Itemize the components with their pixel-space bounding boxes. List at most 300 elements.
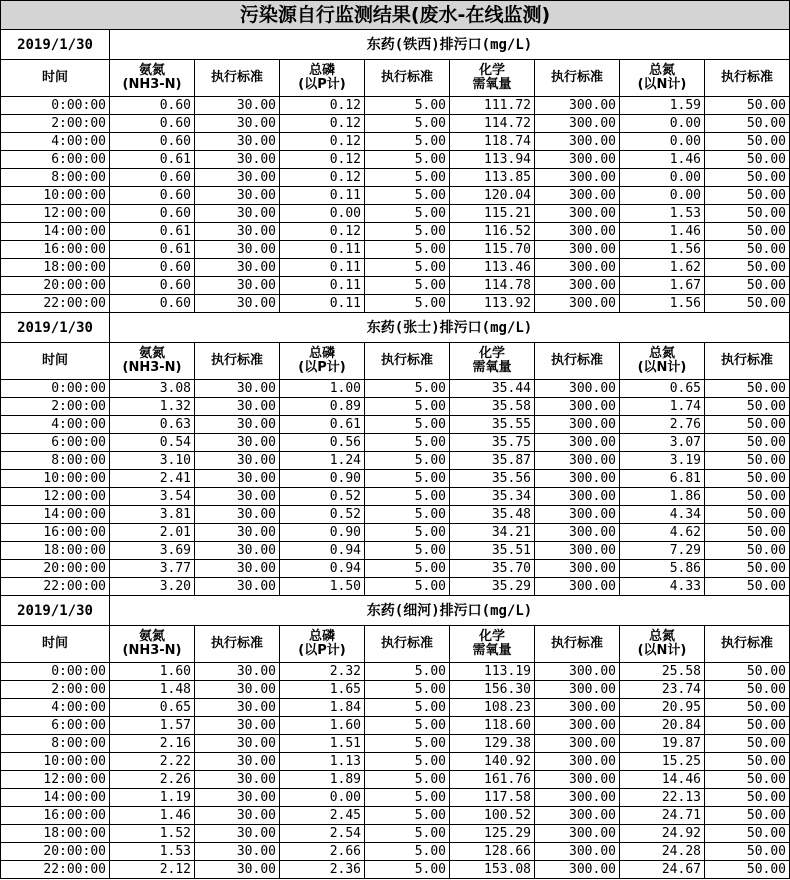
value-cell: 30.00 [195, 524, 280, 542]
value-cell: 30.00 [195, 434, 280, 452]
value-cell: 30.00 [195, 416, 280, 434]
value-cell: 0.61 [110, 241, 195, 259]
value-cell: 0.11 [280, 187, 365, 205]
value-cell: 300.00 [535, 506, 620, 524]
column-header-line: 总氮 [648, 63, 675, 78]
value-cell: 1.84 [280, 699, 365, 717]
value-cell: 3.77 [110, 560, 195, 578]
column-header [280, 343, 365, 380]
value-cell: 35.51 [450, 542, 535, 560]
table-row [1, 277, 790, 295]
value-cell: 0.61 [110, 223, 195, 241]
column-header-line: 氨氮 [138, 63, 165, 78]
value-cell: 50.00 [705, 470, 790, 488]
page-title: 污染源自行监测结果(废水-在线监测) [1, 1, 790, 30]
table-row [1, 560, 790, 578]
time-cell: 14:00:00 [1, 506, 110, 524]
value-cell: 114.72 [450, 115, 535, 133]
time-cell: 6:00:00 [1, 434, 110, 452]
time-cell: 18:00:00 [1, 259, 110, 277]
value-cell: 0.52 [280, 506, 365, 524]
value-cell: 50.00 [705, 97, 790, 115]
value-cell: 300.00 [535, 735, 620, 753]
value-cell: 5.00 [365, 771, 450, 789]
value-cell: 30.00 [195, 452, 280, 470]
column-header-line: 执行标准 [380, 353, 433, 368]
value-cell: 115.70 [450, 241, 535, 259]
column-header-line: 执行标准 [380, 70, 433, 85]
table-row [1, 115, 790, 133]
value-cell: 50.00 [705, 542, 790, 560]
value-cell: 30.00 [195, 735, 280, 753]
value-cell: 0.89 [280, 398, 365, 416]
value-cell: 30.00 [195, 380, 280, 398]
column-header-row [1, 60, 790, 97]
table-row [1, 151, 790, 169]
value-cell: 1.46 [620, 151, 705, 169]
value-cell: 1.13 [280, 753, 365, 771]
value-cell: 300.00 [535, 97, 620, 115]
value-cell: 0.00 [620, 115, 705, 133]
time-cell: 14:00:00 [1, 223, 110, 241]
column-header [535, 343, 620, 380]
value-cell: 50.00 [705, 205, 790, 223]
time-cell: 10:00:00 [1, 187, 110, 205]
value-cell: 30.00 [195, 398, 280, 416]
value-cell: 300.00 [535, 115, 620, 133]
value-cell: 0.00 [620, 187, 705, 205]
value-cell: 30.00 [195, 717, 280, 735]
value-cell: 161.76 [450, 771, 535, 789]
column-header [280, 626, 365, 663]
value-cell: 30.00 [195, 861, 280, 879]
value-cell: 30.00 [195, 789, 280, 807]
table-row [1, 663, 790, 681]
value-cell: 2.45 [280, 807, 365, 825]
value-cell: 113.94 [450, 151, 535, 169]
value-cell: 0.00 [620, 169, 705, 187]
value-cell: 153.08 [450, 861, 535, 879]
value-cell: 2.66 [280, 843, 365, 861]
table-row [1, 169, 790, 187]
value-cell: 30.00 [195, 277, 280, 295]
value-cell: 1.46 [110, 807, 195, 825]
column-header-row [1, 343, 790, 380]
time-cell: 10:00:00 [1, 470, 110, 488]
column-header-line: 时间 [41, 353, 68, 368]
value-cell: 0.60 [110, 97, 195, 115]
value-cell: 5.00 [365, 277, 450, 295]
value-cell: 50.00 [705, 151, 790, 169]
value-cell: 300.00 [535, 398, 620, 416]
time-cell: 2:00:00 [1, 398, 110, 416]
table-row [1, 187, 790, 205]
value-cell: 1.19 [110, 789, 195, 807]
value-cell: 50.00 [705, 488, 790, 506]
column-header [450, 343, 535, 380]
value-cell: 30.00 [195, 151, 280, 169]
value-cell: 50.00 [705, 452, 790, 470]
value-cell: 3.07 [620, 434, 705, 452]
value-cell: 24.67 [620, 861, 705, 879]
value-cell: 50.00 [705, 771, 790, 789]
table-row [1, 735, 790, 753]
value-cell: 30.00 [195, 115, 280, 133]
value-cell: 1.53 [620, 205, 705, 223]
time-cell: 4:00:00 [1, 699, 110, 717]
value-cell: 3.10 [110, 452, 195, 470]
value-cell: 25.58 [620, 663, 705, 681]
column-header [450, 626, 535, 663]
column-header-line: 总氮 [648, 346, 675, 361]
value-cell: 0.60 [110, 205, 195, 223]
value-cell: 30.00 [195, 205, 280, 223]
value-cell: 0.60 [110, 277, 195, 295]
value-cell: 50.00 [705, 699, 790, 717]
column-header-line: 总磷 [308, 346, 335, 361]
value-cell: 300.00 [535, 488, 620, 506]
value-cell: 5.00 [365, 97, 450, 115]
table-row [1, 717, 790, 735]
time-cell: 6:00:00 [1, 151, 110, 169]
time-cell: 18:00:00 [1, 542, 110, 560]
column-header-line: 总磷 [308, 63, 335, 78]
time-cell: 12:00:00 [1, 771, 110, 789]
column-header-line: (以P计) [298, 77, 346, 92]
table-row [1, 434, 790, 452]
time-cell: 0:00:00 [1, 380, 110, 398]
value-cell: 5.00 [365, 452, 450, 470]
value-cell: 0.63 [110, 416, 195, 434]
value-cell: 50.00 [705, 241, 790, 259]
table-row [1, 380, 790, 398]
value-cell: 5.00 [365, 151, 450, 169]
value-cell: 50.00 [705, 735, 790, 753]
value-cell: 50.00 [705, 789, 790, 807]
value-cell: 117.58 [450, 789, 535, 807]
value-cell: 15.25 [620, 753, 705, 771]
value-cell: 2.12 [110, 861, 195, 879]
value-cell: 300.00 [535, 205, 620, 223]
value-cell: 300.00 [535, 663, 620, 681]
table-row [1, 542, 790, 560]
time-cell: 18:00:00 [1, 825, 110, 843]
table-row [1, 861, 790, 879]
column-header-line: 需氧量 [472, 77, 512, 92]
value-cell: 300.00 [535, 223, 620, 241]
value-cell: 300.00 [535, 151, 620, 169]
value-cell: 1.62 [620, 259, 705, 277]
column-header [365, 60, 450, 97]
column-header [620, 60, 705, 97]
table-row [1, 771, 790, 789]
section-date: 2019/1/30 [1, 313, 110, 343]
value-cell: 113.92 [450, 295, 535, 313]
value-cell: 50.00 [705, 277, 790, 295]
value-cell: 0.00 [280, 205, 365, 223]
value-cell: 115.21 [450, 205, 535, 223]
value-cell: 300.00 [535, 861, 620, 879]
table-row [1, 223, 790, 241]
value-cell: 0.11 [280, 241, 365, 259]
value-cell: 30.00 [195, 681, 280, 699]
value-cell: 30.00 [195, 699, 280, 717]
value-cell: 5.00 [365, 115, 450, 133]
value-cell: 30.00 [195, 259, 280, 277]
column-header-line: 化学 [478, 629, 505, 644]
value-cell: 113.19 [450, 663, 535, 681]
value-cell: 24.92 [620, 825, 705, 843]
value-cell: 35.44 [450, 380, 535, 398]
value-cell: 30.00 [195, 560, 280, 578]
value-cell: 300.00 [535, 295, 620, 313]
column-header-line: (以N计) [637, 360, 687, 375]
time-cell: 22:00:00 [1, 861, 110, 879]
value-cell: 50.00 [705, 807, 790, 825]
time-cell: 4:00:00 [1, 133, 110, 151]
value-cell: 50.00 [705, 133, 790, 151]
value-cell: 0.12 [280, 133, 365, 151]
value-cell: 14.46 [620, 771, 705, 789]
value-cell: 50.00 [705, 380, 790, 398]
value-cell: 30.00 [195, 506, 280, 524]
value-cell: 5.00 [365, 506, 450, 524]
value-cell: 35.70 [450, 560, 535, 578]
value-cell: 2.26 [110, 771, 195, 789]
value-cell: 300.00 [535, 277, 620, 295]
column-header [535, 626, 620, 663]
value-cell: 0.11 [280, 259, 365, 277]
value-cell: 118.60 [450, 717, 535, 735]
value-cell: 30.00 [195, 542, 280, 560]
column-header-line: 执行标准 [550, 353, 603, 368]
value-cell: 0.12 [280, 97, 365, 115]
value-cell: 100.52 [450, 807, 535, 825]
column-header [195, 626, 280, 663]
column-header-line: 时间 [41, 636, 68, 651]
column-header-line: 化学 [478, 346, 505, 361]
value-cell: 5.00 [365, 169, 450, 187]
column-header-line: 执行标准 [210, 353, 263, 368]
value-cell: 300.00 [535, 241, 620, 259]
value-cell: 0.60 [110, 169, 195, 187]
value-cell: 5.00 [365, 205, 450, 223]
value-cell: 5.00 [365, 133, 450, 151]
value-cell: 0.90 [280, 470, 365, 488]
column-header [705, 626, 790, 663]
value-cell: 0.94 [280, 542, 365, 560]
value-cell: 1.86 [620, 488, 705, 506]
table-row [1, 578, 790, 596]
value-cell: 19.87 [620, 735, 705, 753]
value-cell: 30.00 [195, 187, 280, 205]
value-cell: 1.48 [110, 681, 195, 699]
value-cell: 50.00 [705, 416, 790, 434]
column-header [280, 60, 365, 97]
table-row [1, 789, 790, 807]
value-cell: 30.00 [195, 825, 280, 843]
time-cell: 2:00:00 [1, 681, 110, 699]
column-header-line: 执行标准 [721, 353, 774, 368]
value-cell: 5.00 [365, 488, 450, 506]
value-cell: 50.00 [705, 825, 790, 843]
value-cell: 5.00 [365, 735, 450, 753]
value-cell: 50.00 [705, 861, 790, 879]
column-header-line: (NH3-N) [122, 360, 182, 375]
column-header-line: 时间 [41, 70, 68, 85]
value-cell: 300.00 [535, 699, 620, 717]
value-cell: 35.55 [450, 416, 535, 434]
value-cell: 23.74 [620, 681, 705, 699]
value-cell: 5.00 [365, 434, 450, 452]
value-cell: 300.00 [535, 380, 620, 398]
column-header [705, 343, 790, 380]
value-cell: 300.00 [535, 452, 620, 470]
table-row [1, 452, 790, 470]
value-cell: 118.74 [450, 133, 535, 151]
value-cell: 5.00 [365, 187, 450, 205]
value-cell: 50.00 [705, 717, 790, 735]
value-cell: 50.00 [705, 434, 790, 452]
column-header-line: 氨氮 [138, 629, 165, 644]
table-row [1, 97, 790, 115]
column-header-line: (以P计) [298, 360, 346, 375]
value-cell: 0.61 [280, 416, 365, 434]
value-cell: 125.29 [450, 825, 535, 843]
time-cell: 6:00:00 [1, 717, 110, 735]
column-header-line: 需氧量 [472, 360, 512, 375]
value-cell: 1.00 [280, 380, 365, 398]
value-cell: 50.00 [705, 187, 790, 205]
section-date: 2019/1/30 [1, 30, 110, 60]
value-cell: 3.20 [110, 578, 195, 596]
value-cell: 1.50 [280, 578, 365, 596]
value-cell: 113.85 [450, 169, 535, 187]
value-cell: 30.00 [195, 241, 280, 259]
value-cell: 30.00 [195, 663, 280, 681]
value-cell: 5.00 [365, 524, 450, 542]
value-cell: 0.90 [280, 524, 365, 542]
column-header-line: 执行标准 [721, 636, 774, 651]
column-header [1, 60, 110, 97]
time-cell: 12:00:00 [1, 488, 110, 506]
value-cell: 0.12 [280, 169, 365, 187]
column-header-line: (以P计) [298, 643, 346, 658]
value-cell: 4.62 [620, 524, 705, 542]
value-cell: 2.32 [280, 663, 365, 681]
value-cell: 30.00 [195, 295, 280, 313]
value-cell: 5.00 [365, 223, 450, 241]
value-cell: 5.00 [365, 663, 450, 681]
title-row [1, 1, 790, 30]
value-cell: 24.71 [620, 807, 705, 825]
section-site-title: 东药(张士)排污口(mg/L) [110, 313, 790, 343]
column-header-line: 执行标准 [380, 636, 433, 651]
time-cell: 12:00:00 [1, 205, 110, 223]
value-cell: 300.00 [535, 717, 620, 735]
value-cell: 1.32 [110, 398, 195, 416]
column-header [195, 60, 280, 97]
column-header [110, 60, 195, 97]
time-cell: 8:00:00 [1, 452, 110, 470]
value-cell: 50.00 [705, 398, 790, 416]
table-row [1, 133, 790, 151]
value-cell: 0.61 [110, 151, 195, 169]
value-cell: 50.00 [705, 524, 790, 542]
value-cell: 300.00 [535, 771, 620, 789]
value-cell: 5.00 [365, 470, 450, 488]
value-cell: 1.46 [620, 223, 705, 241]
column-header-line: 执行标准 [210, 636, 263, 651]
value-cell: 3.69 [110, 542, 195, 560]
value-cell: 120.04 [450, 187, 535, 205]
table-row [1, 295, 790, 313]
column-header-line: 执行标准 [721, 70, 774, 85]
time-cell: 0:00:00 [1, 663, 110, 681]
time-cell: 16:00:00 [1, 241, 110, 259]
section-site-title: 东药(细河)排污口(mg/L) [110, 596, 790, 626]
value-cell: 50.00 [705, 506, 790, 524]
section-date: 2019/1/30 [1, 596, 110, 626]
value-cell: 1.74 [620, 398, 705, 416]
value-cell: 50.00 [705, 560, 790, 578]
value-cell: 5.86 [620, 560, 705, 578]
column-header [365, 343, 450, 380]
value-cell: 30.00 [195, 470, 280, 488]
table-row [1, 825, 790, 843]
table-row [1, 470, 790, 488]
column-header [450, 60, 535, 97]
value-cell: 50.00 [705, 259, 790, 277]
table-row [1, 524, 790, 542]
table-row [1, 753, 790, 771]
time-cell: 2:00:00 [1, 115, 110, 133]
value-cell: 50.00 [705, 578, 790, 596]
section-header-row [1, 30, 790, 60]
value-cell: 300.00 [535, 681, 620, 699]
value-cell: 1.51 [280, 735, 365, 753]
value-cell: 0.60 [110, 187, 195, 205]
value-cell: 3.19 [620, 452, 705, 470]
value-cell: 2.16 [110, 735, 195, 753]
value-cell: 300.00 [535, 753, 620, 771]
value-cell: 22.13 [620, 789, 705, 807]
time-cell: 22:00:00 [1, 295, 110, 313]
value-cell: 50.00 [705, 169, 790, 187]
value-cell: 0.65 [620, 380, 705, 398]
value-cell: 1.56 [620, 241, 705, 259]
value-cell: 300.00 [535, 434, 620, 452]
time-cell: 20:00:00 [1, 560, 110, 578]
value-cell: 34.21 [450, 524, 535, 542]
value-cell: 300.00 [535, 416, 620, 434]
column-header [110, 626, 195, 663]
section-header-row [1, 313, 790, 343]
value-cell: 0.60 [110, 259, 195, 277]
value-cell: 5.00 [365, 717, 450, 735]
value-cell: 0.54 [110, 434, 195, 452]
value-cell: 3.81 [110, 506, 195, 524]
column-header [110, 343, 195, 380]
value-cell: 24.28 [620, 843, 705, 861]
value-cell: 1.57 [110, 717, 195, 735]
value-cell: 20.84 [620, 717, 705, 735]
value-cell: 0.65 [110, 699, 195, 717]
table-row [1, 843, 790, 861]
value-cell: 0.12 [280, 151, 365, 169]
value-cell: 0.94 [280, 560, 365, 578]
value-cell: 30.00 [195, 223, 280, 241]
